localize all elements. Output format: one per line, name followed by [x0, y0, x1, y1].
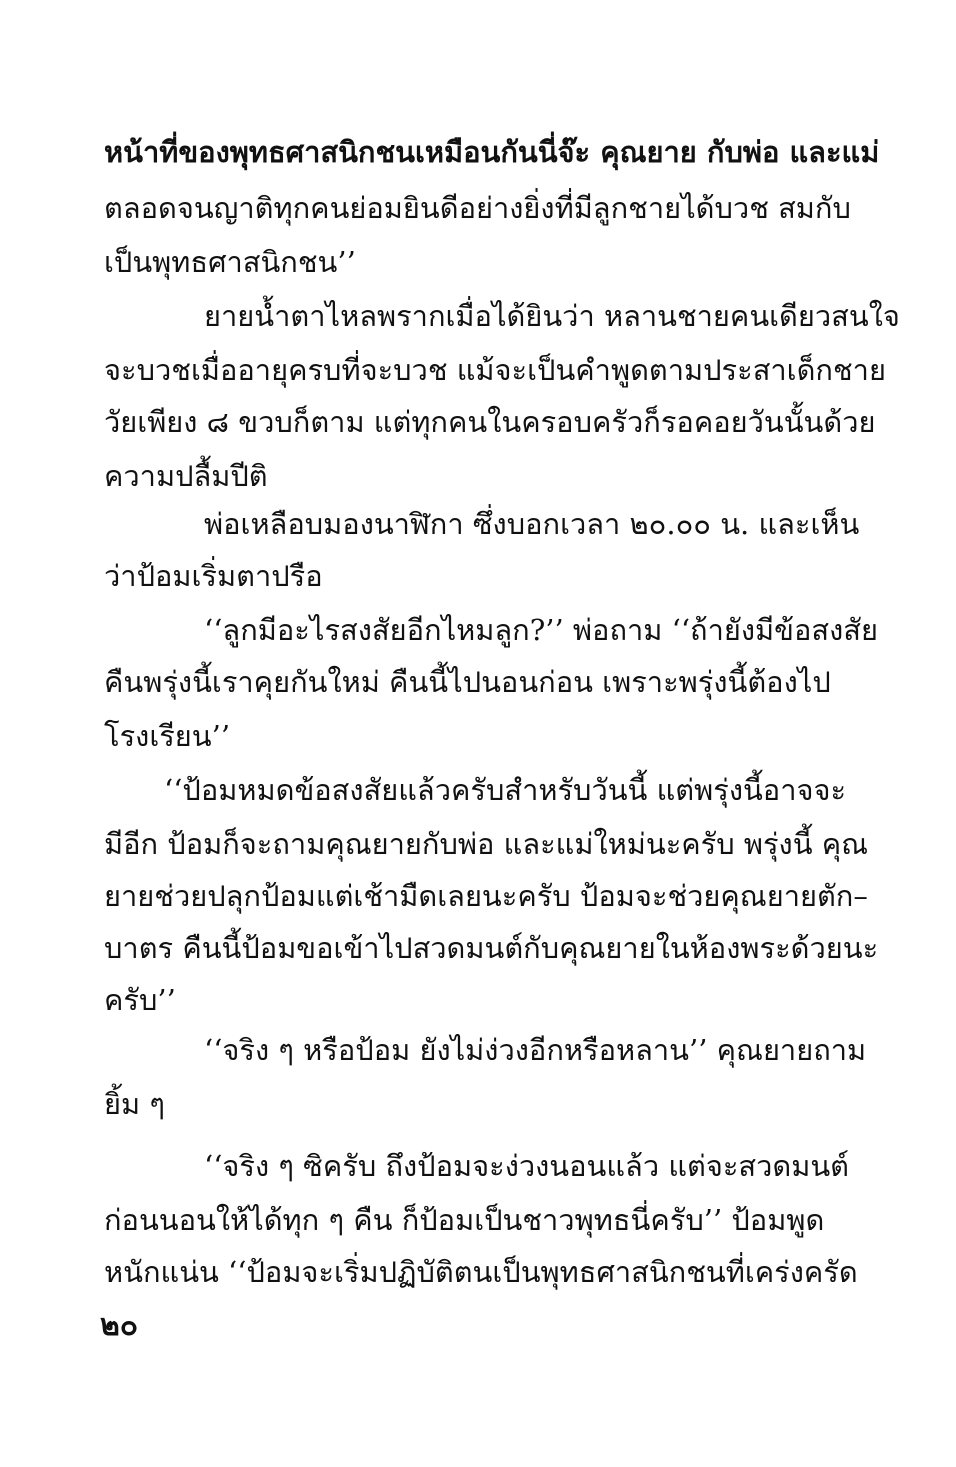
text-line: วัยเพียง ๘ ขวบก็ตาม แต่ทุกคนในครอบครัวก็รอคอยวันนั้นด้วย — [104, 405, 876, 439]
text-line: ยายช่วยปลุกป้อมแต่เช้ามืดเลยนะครับ ป้อมจะช่วยคุณยายตัก– — [104, 879, 868, 913]
text-line: ตลอดจนญาติทุกคนย่อมยินดีอย่างยิ่งที่มีลูกชายได้บวช สมกับ — [104, 191, 851, 225]
text-line: โรงเรียน’’ — [104, 719, 231, 753]
text-line: จะบวชเมื่ออายุครบที่จะบวช แม้จะเป็นคำพูดตามประสาเด็กชาย — [104, 353, 886, 387]
text-line: มีอีก ป้อมก็จะถามคุณยายกับพ่อ และแม่ใหม่นะครับ พรุ่งนี้ คุณ — [104, 827, 869, 861]
text-line: หน้าที่ของพุทธศาสนิกชนเหมือนกันนี่จ๊ะ คุณยาย กับพ่อ และแม่ — [104, 135, 880, 169]
text-line: ‘‘ป้อมหมดข้อสงสัยแล้วครับสำหรับวันนี้ แต่พรุ่งนี้อาจจะ — [164, 773, 847, 807]
text-line: หนักแน่น ‘‘ป้อมจะเริ่มปฏิบัติตนเป็นพุทธศาสนิกชนที่เคร่งครัด — [104, 1255, 858, 1289]
text-line: ว่าป้อมเริ่มตาปรือ — [104, 559, 323, 593]
text-line: ‘‘จริง ๆ ซิครับ ถึงป้อมจะง่วงนอนแล้ว แต่จะสวดมนต์ — [204, 1149, 850, 1183]
text-line: เป็นพุทธศาสนิกชน’’ — [104, 245, 356, 279]
text-line: ‘‘ลูกมีอะไรสงสัยอีกไหมลูก?’’ พ่อถาม ‘‘ถ้ายังมีข้อสงสัย — [204, 613, 878, 647]
text-line: ความปลื้มปีติ — [104, 459, 268, 493]
text-line: ก่อนนอนให้ได้ทุก ๆ คืน ก็ป้อมเป็นชาวพุทธนี่ครับ’’ ป้อมพูด — [104, 1203, 825, 1237]
page-number: ๒๐ — [100, 1308, 139, 1343]
text-line: พ่อเหลือบมองนาฬิกา ซึ่งบอกเวลา ๒๐.๐๐ น. และเห็น — [204, 507, 860, 541]
text-line: ยิ้ม ๆ — [104, 1087, 165, 1121]
text-line: ‘‘จริง ๆ หรือป้อม ยังไม่ง่วงอีกหรือหลาน’’ คุณยายถาม — [204, 1033, 867, 1067]
text-line: ยายน้ำตาไหลพรากเมื่อได้ยินว่า หลานชายคนเดียวสนใจ — [204, 299, 900, 333]
text-line: บาตร คืนนี้ป้อมขอเข้าไปสวดมนต์กับคุณยายในห้องพระด้วยนะ — [104, 931, 879, 965]
text-line: ครับ’’ — [104, 983, 176, 1017]
text-line: คืนพรุ่งนี้เราคุยกันใหม่ คืนนี้ไปนอนก่อน เพราะพรุ่งนี้ต้องไป — [104, 665, 831, 699]
